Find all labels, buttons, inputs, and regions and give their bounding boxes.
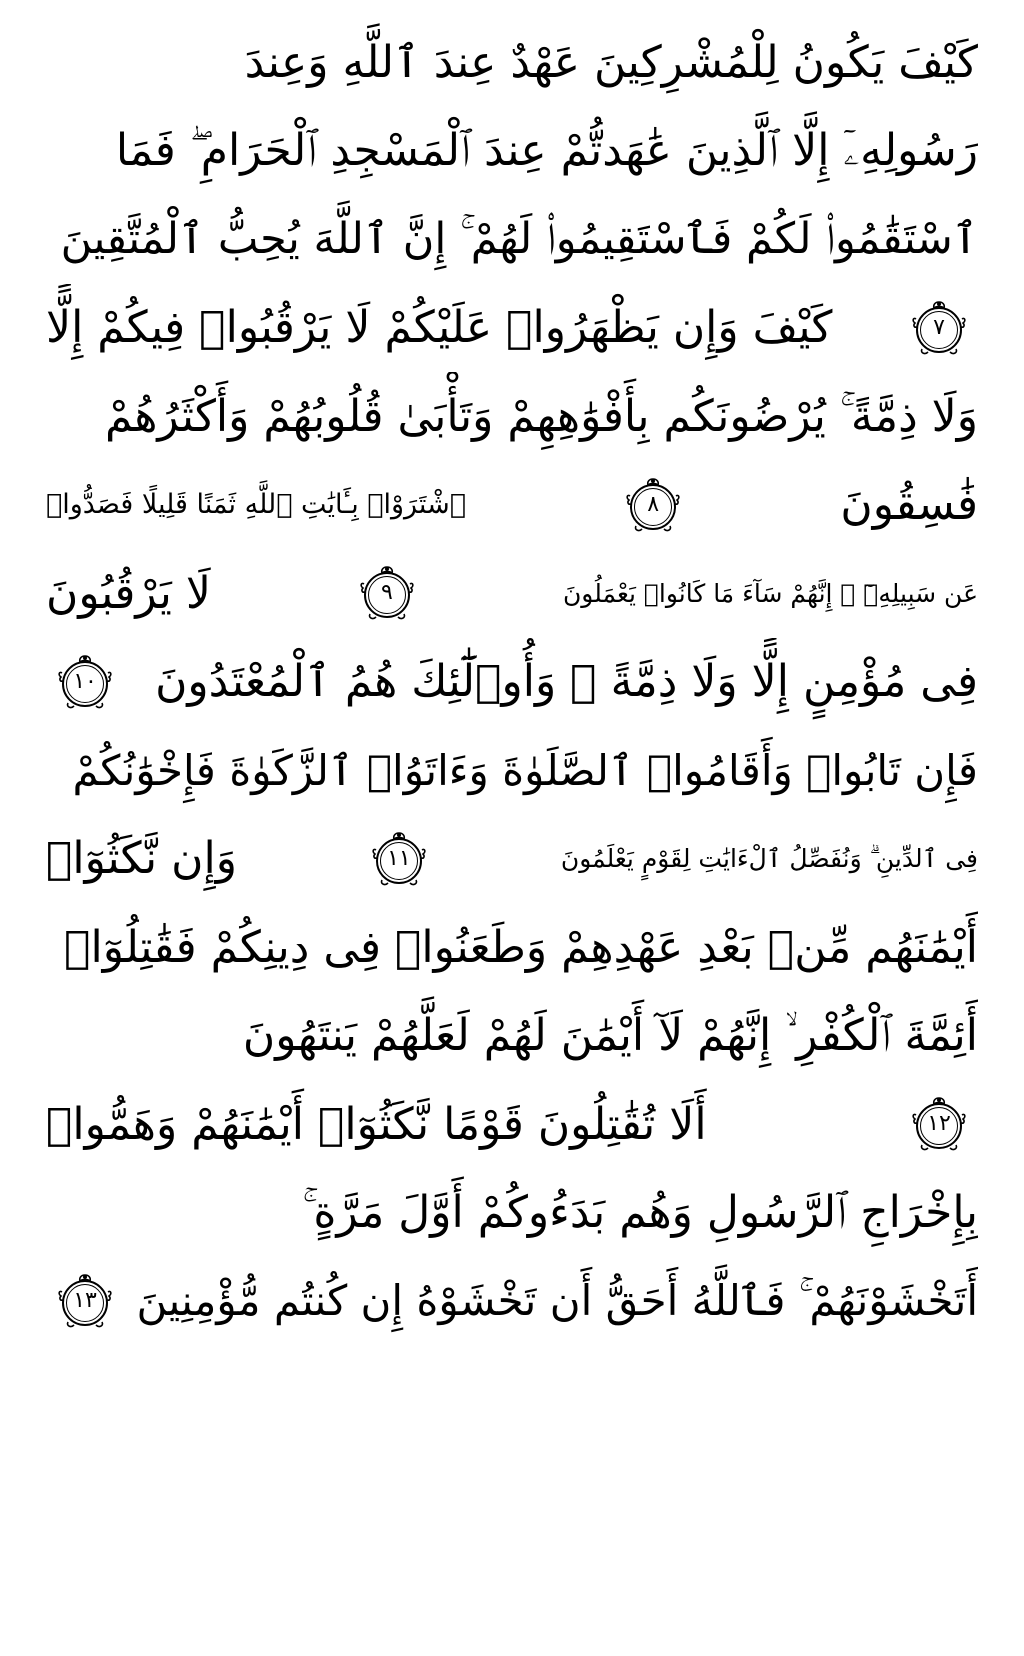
verse-text: عَن سَبِيلِهِۦٓ ۚ إِنَّهُمْ سَآءَ مَا كَانُوا۟ يَعْمَلُونَ [562, 578, 978, 608]
verse-text: أَلَا تُقَٰتِلُونَ قَوْمًا نَّكَثُوٓا۟ أَيْمَٰنَهُمْ وَهَمُّوا۟ [46, 1098, 707, 1150]
ayah-number: ١١ [387, 845, 411, 871]
ayah-number: ١٣ [73, 1288, 97, 1314]
verse-text: وَلَا ذِمَّةً ۚ يُرْضُونَكُم بِأَفْوَٰهِهِمْ وَتَأْبَىٰ قُلُوبُهُمْ وَأَكْثَرُهُمْ [104, 390, 978, 442]
verse-text: أَئِمَّةَ ٱلْكُفْرِ ۙ إِنَّهُمْ لَآ أَيْمَٰنَ لَهُمْ لَعَلَّهُمْ يَنتَهُونَ [242, 1010, 978, 1062]
verse-text: فَٰسِقُونَ [840, 479, 978, 531]
text-line [46, 903, 978, 992]
verse-text: وَإِن نَّكَثُوٓا۟ [46, 833, 237, 885]
ayah-marker [908, 1093, 970, 1155]
ayah-marker [54, 1270, 116, 1332]
verse-text: كَيْفَ يَكُونُ لِلْمُشْرِكِينَ عَهْدٌ عِندَ ٱللَّهِ وَعِندَ [244, 36, 978, 88]
ayah-number: ٨ [647, 491, 660, 517]
text-line [46, 549, 978, 638]
text-line [46, 284, 978, 373]
ayah-number: ٩ [381, 580, 393, 606]
ayah-number: ٧ [933, 314, 945, 340]
verse-text: ٱسْتَقَٰمُوا۟ لَكُمْ فَٱسْتَقِيمُوا۟ لَهُمْ ۚ إِنَّ ٱللَّهَ يُحِبُّ ٱلْمُتَّقِينَ [60, 214, 978, 265]
text-line [46, 107, 978, 196]
verse-text: ٱشْتَرَوْا۟ بِـَٔايَٰتِ ٱللَّهِ ثَمَنًا قَلِيلًا فَصَدُّوا۟ [46, 489, 466, 521]
verse-text: بِإِخْرَاجِ ٱلرَّسُولِ وَهُم بَدَءُوكُمْ أَوَّلَ مَرَّةٍ ۚ [302, 1187, 978, 1239]
text-line [46, 372, 978, 461]
text-line [46, 1257, 978, 1346]
text-line [46, 195, 978, 284]
ayah-marker [54, 651, 116, 713]
text-line [46, 18, 978, 107]
text-line [46, 815, 978, 904]
verse-text: لَا يَرْقُبُونَ [46, 567, 211, 619]
verse-text: أَيْمَٰنَهُم مِّنۢ بَعْدِ عَهْدِهِمْ وَطَعَنُوا۟ فِى دِينِكُمْ فَقَٰتِلُوٓا۟ [64, 921, 978, 973]
text-line [46, 726, 978, 815]
verse-text: فِى ٱلدِّينِ ۗ وَنُفَصِّلُ ٱلْءَايَٰتِ لِقَوْمٍ يَعْلَمُونَ [560, 843, 978, 873]
verse-text: فَإِن تَابُوا۟ وَأَقَامُوا۟ ٱلصَّلَوٰةَ وَءَاتَوُا۟ ٱلزَّكَوٰةَ فَإِخْوَٰنُكُمْ [72, 745, 978, 795]
text-line [46, 638, 978, 727]
text-line [46, 461, 978, 550]
ayah-marker [356, 562, 418, 624]
verse-text: أَتَخْشَوْنَهُمْ ۚ فَٱللَّهُ أَحَقُّ أَن تَخْشَوْهُ إِن كُنتُم مُّؤْمِنِينَ [136, 1276, 978, 1326]
text-line [46, 1169, 978, 1258]
verse-text: رَسُولِهِۦٓ إِلَّا ٱلَّذِينَ عَٰهَدتُّمْ عِندَ ٱلْمَسْجِدِ ٱلْحَرَامِ ۖ فَمَا [115, 125, 978, 177]
ayah-number: ١٢ [927, 1111, 951, 1137]
ayah-marker [908, 297, 970, 359]
text-line [46, 992, 978, 1081]
ayah-marker [368, 828, 430, 890]
ayah-marker [622, 474, 684, 536]
verse-text: كَيْفَ وَإِن يَظْهَرُوا۟ عَلَيْكُمْ لَا يَرْقُبُوا۟ فِيكُمْ إِلًّا [46, 302, 833, 354]
ayah-number: ١٠ [73, 668, 97, 694]
text-line [46, 1080, 978, 1169]
verse-text: فِى مُؤْمِنٍ إِلًّا وَلَا ذِمَّةً ۚ وَأُو۟لَٰٓئِكَ هُمُ ٱلْمُعْتَدُونَ [155, 656, 978, 708]
